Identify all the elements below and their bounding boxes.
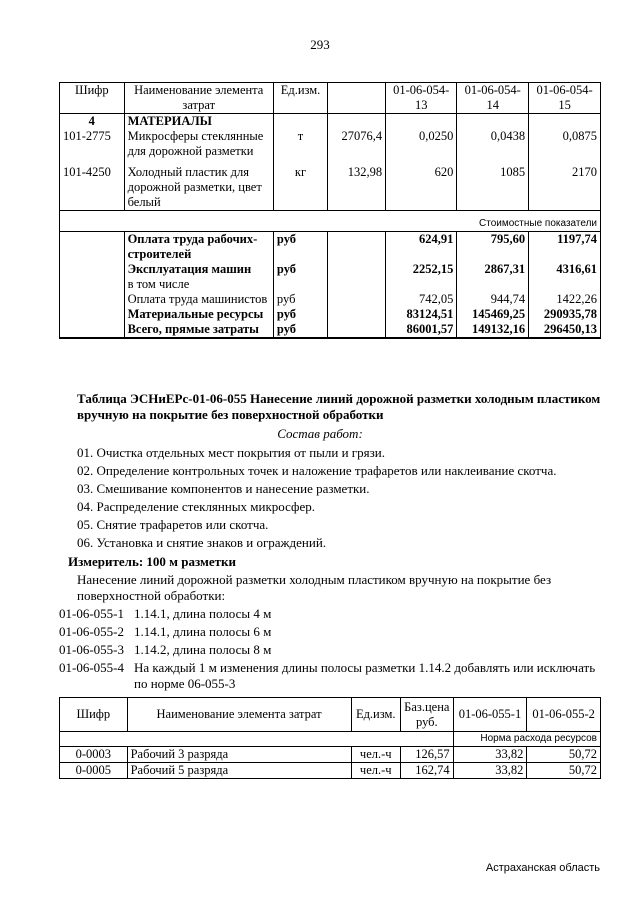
resource-name: Рабочий 5 разряда: [127, 763, 351, 779]
resource-name: Рабочий 3 разряда: [127, 747, 351, 763]
page-number: 293: [310, 37, 330, 52]
material-code: 101-4250: [60, 159, 125, 211]
cost-value-15: 290935,78: [529, 307, 601, 322]
work-item: 04. Распределение стеклянных микросфер.: [77, 499, 315, 514]
cost-name: Материальные ресурсы: [124, 307, 273, 322]
cost-value-15: 1422,26: [529, 292, 601, 307]
header-price: Баз.цена руб.: [400, 698, 453, 732]
table-row: [60, 307, 601, 322]
material-unit: кг: [273, 159, 327, 211]
cost-unit: руб: [273, 292, 327, 307]
material-value-14: 1085: [457, 159, 529, 211]
material-unit: т: [273, 129, 327, 159]
section-name: МАТЕРИАЛЫ: [124, 114, 273, 130]
variant-code: 01-06-055-3: [59, 642, 124, 657]
table-row: [60, 747, 601, 763]
header-col-14: 01-06-054-14: [457, 83, 529, 114]
material-price: 27076,4: [328, 129, 386, 159]
header-col-13: 01-06-054-13: [386, 83, 457, 114]
material-value-15: 2170: [529, 159, 601, 211]
table-title: Таблица ЭСНиЕРс-01-06-055 Нанесение линий дорожной разметки холодным пластиком вручную на покрытие без поверхностной обработки: [77, 391, 601, 422]
cost-indicators-label: Стоимостные показатели: [60, 211, 601, 232]
resource-unit: чел.-ч: [351, 747, 400, 763]
table-row: [60, 159, 601, 211]
table-row: [60, 232, 601, 263]
variant-text: 1.14.2, длина полосы 8 м: [134, 642, 272, 657]
cost-name: в том числе: [124, 277, 273, 292]
norm-label: Норма расхода ресурсов: [453, 732, 600, 747]
header-code: Шифр: [60, 83, 125, 114]
header-unit: Ед.изм.: [273, 83, 327, 114]
resources-table-054: [59, 82, 601, 339]
resource-price: 126,57: [400, 747, 453, 763]
table-row: [60, 277, 601, 292]
cost-unit: руб: [273, 262, 327, 277]
table-header-row: [60, 83, 601, 114]
work-composition-heading: Состав работ:: [277, 426, 363, 441]
material-value-15: 0,0875: [529, 129, 601, 159]
material-name: Микросферы стеклянные для дорожной разметки: [124, 129, 273, 159]
header-name: Наименование элемента затрат: [127, 698, 351, 732]
cost-value-13: 742,05: [386, 292, 457, 307]
material-code: 101-2775: [60, 129, 125, 159]
cost-value-14: 795,60: [457, 232, 529, 263]
work-item: 06. Установка и снятие знаков и ограждений.: [77, 535, 327, 550]
cost-name: Всего, прямые затраты: [124, 322, 273, 338]
cost-name: Эксплуатация машин: [124, 262, 273, 277]
cost-value-15: 4316,61: [529, 262, 601, 277]
work-description: Нанесение линий дорожной разметки холодным пластиком вручную на покрытие без поверхностной обработки:: [77, 572, 552, 603]
resource-code: 0-0003: [60, 747, 128, 763]
resource-value-1: 33,82: [453, 763, 527, 779]
section-code: 4: [60, 114, 125, 130]
variant-code: 01-06-055-4: [59, 660, 124, 675]
cost-unit: руб: [273, 232, 327, 263]
resources-table-055: [59, 697, 601, 779]
table-row: [60, 292, 601, 307]
table-row: [60, 322, 601, 338]
resource-code: 0-0005: [60, 763, 128, 779]
variant-text: 1.14.1, длина полосы 4 м: [134, 606, 272, 621]
cost-label-row: [60, 211, 601, 232]
cost-value-14: 149132,16: [457, 322, 529, 338]
table-row: [60, 129, 601, 159]
material-name: Холодный пластик для дорожной разметки, цвет белый: [124, 159, 273, 211]
section-row: [60, 114, 601, 130]
work-item: 02. Определение контрольных точек и наложение трафаретов или наклеивание скотча.: [77, 463, 557, 478]
table-row: [60, 262, 601, 277]
material-value-13: 0,0250: [386, 129, 457, 159]
header-col-15: 01-06-054-15: [529, 83, 601, 114]
cost-name: Оплата труда рабочих-строителей: [124, 232, 273, 263]
material-value-14: 0,0438: [457, 129, 529, 159]
work-item: 03. Смешивание компонентов и нанесение разметки.: [77, 481, 370, 496]
table-header-row: [60, 698, 601, 732]
resource-value-1: 33,82: [453, 747, 527, 763]
cost-name: Оплата труда машинистов: [124, 292, 273, 307]
header-code: Шифр: [60, 698, 128, 732]
resource-value-2: 50,72: [527, 763, 601, 779]
resource-unit: чел.-ч: [351, 763, 400, 779]
resource-price: 162,74: [400, 763, 453, 779]
header-name: Наименование элемента затрат: [124, 83, 273, 114]
work-item: 05. Снятие трафаретов или скотча.: [77, 517, 269, 532]
material-value-13: 620: [386, 159, 457, 211]
variant-code: 01-06-055-1: [59, 606, 124, 621]
cost-value-14: 944,74: [457, 292, 529, 307]
norm-label-row: [60, 732, 601, 747]
variant-text: На каждый 1 м изменения длины полосы разметки 1.14.2 добавлять или исключать по норме 06-055-3: [134, 660, 596, 691]
material-price: 132,98: [328, 159, 386, 211]
resource-value-2: 50,72: [527, 747, 601, 763]
cost-value-14: 2867,31: [457, 262, 529, 277]
cost-value-14: 145469,25: [457, 307, 529, 322]
header-unit: Ед.изм.: [351, 698, 400, 732]
cost-value-13: 86001,57: [386, 322, 457, 338]
table-row: [60, 763, 601, 779]
cost-unit: руб: [273, 322, 327, 338]
cost-value-13: 83124,51: [386, 307, 457, 322]
variant-text: 1.14.1, длина полосы 6 м: [134, 624, 272, 639]
header-col-2: 01-06-055-2: [527, 698, 601, 732]
cost-value-15: 296450,13: [529, 322, 601, 338]
cost-value-15: 1197,74: [529, 232, 601, 263]
variant-code: 01-06-055-2: [59, 624, 124, 639]
header-price: [328, 83, 386, 114]
cost-value-13: 2252,15: [386, 262, 457, 277]
region-footer: Астраханская область: [485, 862, 600, 874]
measure-unit: Измеритель: 100 м разметки: [68, 554, 237, 569]
work-item: 01. Очистка отдельных мест покрытия от пыли и грязи.: [77, 445, 385, 460]
cost-unit: руб: [273, 307, 327, 322]
header-col-1: 01-06-055-1: [453, 698, 527, 732]
cost-value-13: 624,91: [386, 232, 457, 263]
